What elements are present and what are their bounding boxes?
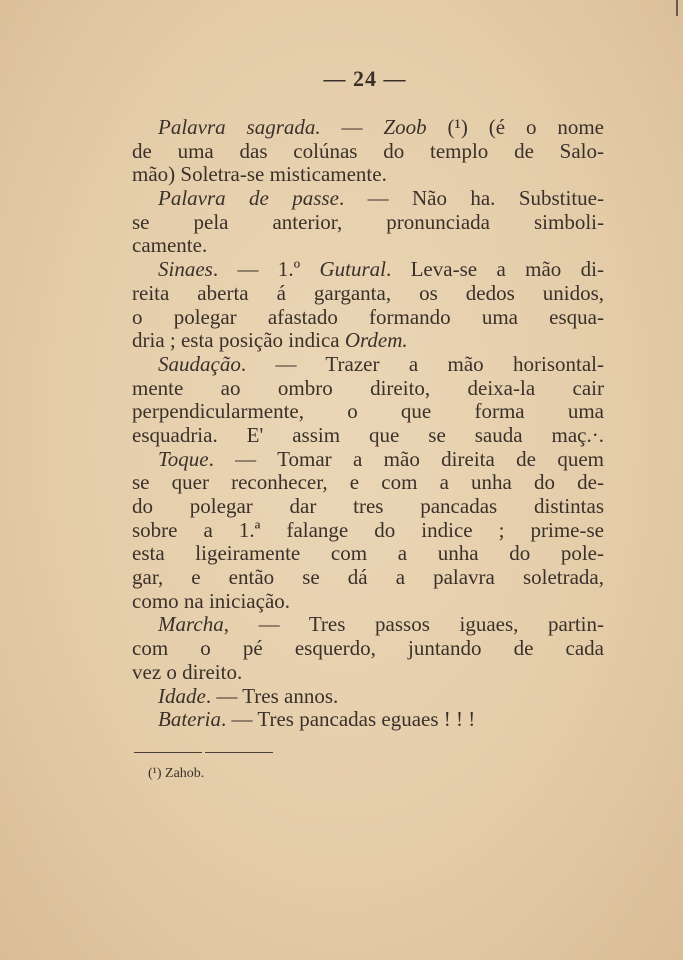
text-segment: . — 1.º [212, 257, 320, 282]
text-segment: sobre a 1.ª falange do indice ; prime-se [132, 517, 604, 542]
text-segment: mão) Soletra-se misticamente. [132, 162, 387, 187]
italic-term: Marcha [158, 612, 224, 637]
text-segment: do polegar dar tres pancadas distintas [132, 494, 604, 518]
text-segment: , — Tres passos iguaes, partin- [223, 612, 604, 637]
italic-term: Idade [158, 683, 206, 708]
text-segment: perpendicularmente, o que forma uma [132, 399, 604, 424]
text-line [132, 377, 604, 401]
text-line [132, 590, 604, 614]
scan-mark [676, 0, 678, 16]
text-segment: se quer reconhecer, e com a unha do de- [132, 470, 604, 495]
text-segment: . — Tomar a mão direita de quem [208, 446, 604, 471]
italic-term: Palavra de passe [158, 186, 339, 211]
text-line [132, 187, 604, 211]
text-line [132, 542, 604, 566]
text-line [132, 306, 604, 330]
text-segment: (¹) (é o nome [426, 115, 605, 139]
text-line [132, 353, 604, 377]
text-segment: esta ligeiramente com a unha do pole- [132, 541, 604, 566]
text-line [132, 495, 604, 519]
text-segment: reita aberta á garganta, os dedos unidos, [132, 280, 604, 305]
text-segment: . — Trazer a mão horisontal- [240, 351, 604, 376]
text-segment: com o pé esquerdo, juntando de cada [132, 636, 604, 661]
text-segment: . — Tres annos. [205, 683, 339, 708]
text-segment: . — Tres pancadas eguaes ! ! ! [221, 707, 476, 732]
footnote-rule [134, 752, 202, 753]
text-line [132, 685, 604, 709]
text-segment: . Leva-se a mão di- [385, 257, 604, 282]
text-line [132, 116, 604, 140]
text-line [132, 566, 604, 590]
text-line [132, 661, 604, 685]
text-line [132, 140, 604, 164]
text-line [132, 258, 604, 282]
text-line [132, 400, 604, 424]
text-line [132, 329, 604, 353]
text-line [132, 448, 604, 472]
italic-term: Ordem. [344, 328, 408, 353]
text-line [132, 613, 604, 637]
page-number: — 24 — [323, 66, 407, 91]
text-segment: mente ao ombro direito, deixa-la cair [132, 375, 604, 400]
italic-term: Palavra sagrada. [158, 115, 321, 139]
text-segment: se pela anterior, pronunciada simboli- [132, 209, 604, 234]
text-line [132, 471, 604, 495]
text-segment: gar, e então se dá a palavra soletrada, [132, 565, 604, 590]
text-segment: . — Não ha. Substitue- [338, 186, 604, 211]
text-line [132, 163, 604, 187]
italic-term: Bateria [158, 707, 221, 732]
body-text [132, 116, 604, 732]
italic-term: Saudação [158, 351, 241, 376]
italic-term: Toque [158, 446, 209, 471]
text-line [132, 637, 604, 661]
text-line [132, 424, 604, 448]
italic-term: Sinaes [158, 257, 213, 282]
italic-term: Zoob [383, 115, 427, 139]
text-segment: de uma das colúnas do templo de Salo- [132, 138, 604, 163]
text-segment: camente. [132, 233, 208, 258]
text-line [132, 708, 604, 732]
text-segment: esquadria. E' assim que se sauda maç.·. [132, 422, 604, 447]
text-segment: como na iniciação. [132, 588, 291, 613]
text-line [132, 211, 604, 235]
italic-term: Gutural [319, 257, 386, 282]
text-segment: vez o direito. [132, 659, 243, 684]
text-line [132, 519, 604, 543]
text-segment: o polegar afastado formando uma esqua- [132, 304, 604, 329]
text-segment: — [320, 115, 384, 139]
footnote-rule [205, 752, 273, 753]
text-segment: dria ; esta posição indica [132, 328, 345, 353]
text-line [132, 234, 604, 258]
text-line [132, 282, 604, 306]
footnote: (¹) Zahob. [148, 766, 205, 781]
